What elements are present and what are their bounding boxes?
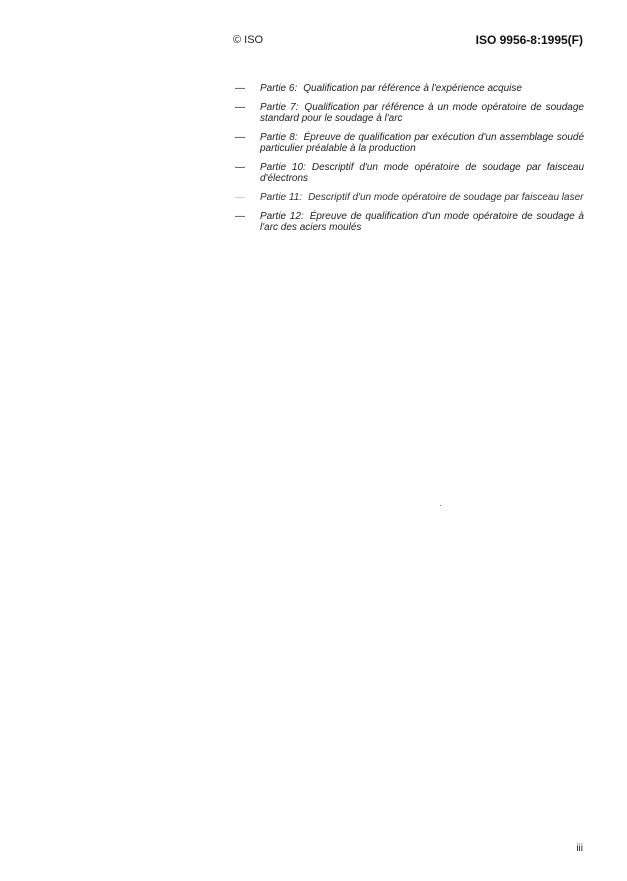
part-number: Partie 7: <box>260 102 299 113</box>
part-title: Qualification par référence à l'expérience acquise <box>303 83 522 94</box>
part-title: Épreuve de qualification d'un mode opératoire de soudage à l'arc des aciers moulés <box>260 211 584 233</box>
list-item-part-12 <box>235 211 584 233</box>
list-item-part-8 <box>235 132 584 154</box>
list-item-part-10 <box>235 162 584 184</box>
list-dash: — <box>235 83 245 94</box>
list-item-part-6 <box>235 83 584 94</box>
list-dash: — <box>235 132 245 143</box>
list-dash: — <box>235 102 245 113</box>
part-title: Descriptif d'un mode opératoire de soudage par faisceau d'électrons <box>260 162 585 184</box>
copyright-notice: © ISO <box>233 34 264 46</box>
list-dash: — <box>235 162 245 173</box>
standard-parts-list <box>235 83 584 241</box>
list-item-part-11 <box>235 192 584 203</box>
page-number: iii <box>576 843 583 854</box>
list-dash: — <box>235 192 245 203</box>
part-number: Partie 11: <box>260 192 303 203</box>
part-number: Partie 12: <box>260 211 304 222</box>
part-title: Qualification par référence à un mode opératoire de soudage standard pour le soudage à l'arc <box>260 102 584 124</box>
list-item-part-7 <box>235 102 584 124</box>
list-dash: — <box>235 211 245 222</box>
part-title: Épreuve de qualification par exécution d'un assemblage soudé particulier préalable à la production <box>260 132 584 154</box>
scan-speck <box>440 505 441 506</box>
part-number: Partie 8: <box>260 132 298 143</box>
part-title: Descriptif d'un mode opératoire de soudage par faisceau laser <box>308 192 584 203</box>
part-number: Partie 10: <box>260 162 306 173</box>
standard-identifier: ISO 9956-8:1995(F) <box>475 33 583 47</box>
part-number: Partie 6: <box>260 83 298 94</box>
